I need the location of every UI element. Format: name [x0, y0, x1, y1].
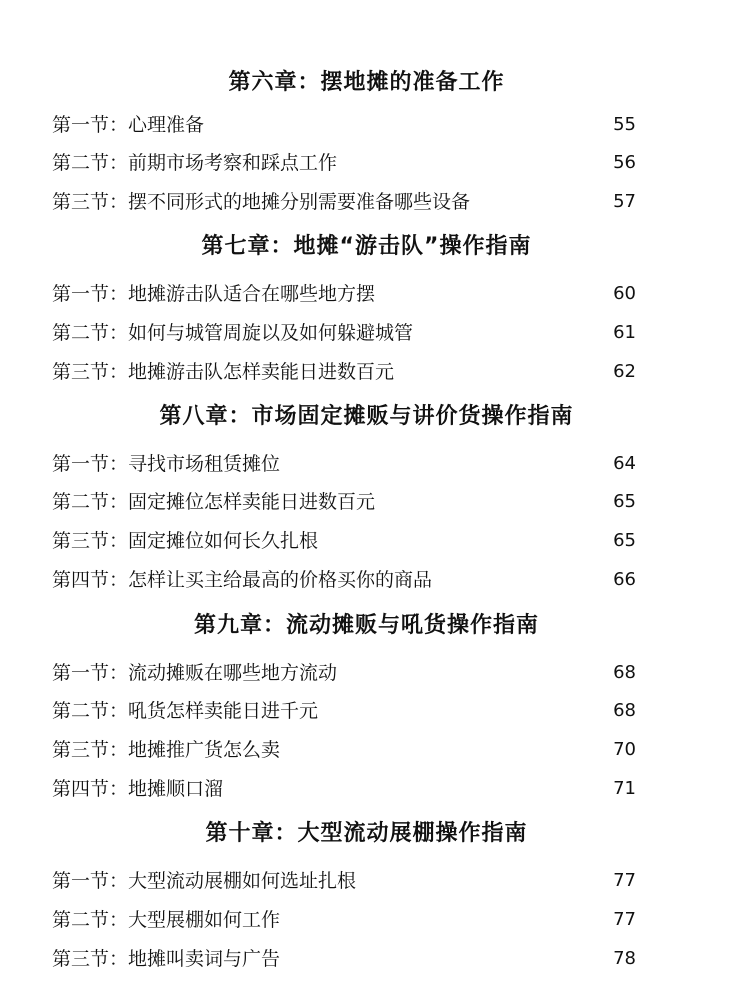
page-number: 71: [613, 778, 636, 799]
toc-entry[interactable]: [52, 149, 636, 177]
chapter-heading: 第七章：地摊“游击队”操作指南: [201, 234, 532, 259]
toc-entry[interactable]: [52, 659, 636, 687]
page-number: 68: [613, 700, 636, 721]
toc-entry[interactable]: [52, 906, 636, 934]
page-number: 68: [613, 662, 636, 683]
toc-entry[interactable]: [52, 566, 636, 594]
toc-entry[interactable]: [52, 111, 636, 139]
chapter-heading: 第八章：市场固定摊贩与讲价货操作指南: [159, 404, 574, 429]
page-number: 70: [613, 739, 636, 760]
toc-entry[interactable]: [52, 867, 636, 895]
section-title: 第三节：地摊推广货怎么卖: [52, 739, 281, 761]
toc-entry[interactable]: [52, 319, 636, 347]
page-number: 65: [613, 491, 636, 512]
section-title: 第二节：固定摊位怎样卖能日进数百元: [52, 491, 376, 513]
section-title: 第一节：心理准备: [52, 114, 205, 136]
toc-entry[interactable]: [52, 188, 636, 216]
page-number: 78: [613, 948, 636, 969]
section-title: 第二节：如何与城管周旋以及如何躲避城管: [52, 322, 414, 344]
toc-entry[interactable]: [52, 736, 636, 764]
toc-entry[interactable]: [52, 358, 636, 386]
page-number: 62: [613, 361, 636, 382]
page-number: 60: [613, 283, 636, 304]
page-number: 55: [613, 114, 636, 135]
toc-entry[interactable]: [52, 488, 636, 516]
page-number: 66: [613, 569, 636, 590]
section-title: 第四节：地摊顺口溜: [52, 778, 224, 800]
section-title: 第一节：寻找市场租赁摊位: [52, 453, 281, 475]
toc-entry[interactable]: [52, 450, 636, 478]
toc-entry[interactable]: [52, 697, 636, 725]
page-number: 77: [613, 909, 636, 930]
toc-entry[interactable]: [52, 945, 636, 973]
section-title: 第二节：大型展棚如何工作: [52, 909, 281, 931]
page-number: 77: [613, 870, 636, 891]
section-title: 第二节：吼货怎样卖能日进千元: [52, 700, 319, 722]
page-number: 61: [613, 322, 636, 343]
toc-entry[interactable]: [52, 280, 636, 308]
toc-entry[interactable]: [52, 527, 636, 555]
page-number: 64: [613, 453, 636, 474]
section-title: 第四节：怎样让买主给最高的价格买你的商品: [52, 569, 433, 591]
section-title: 第三节：地摊叫卖词与广告: [52, 948, 281, 970]
section-title: 第三节：固定摊位如何长久扎根: [52, 530, 319, 552]
chapter-heading: 第十章：大型流动展棚操作指南: [205, 821, 528, 846]
section-title: 第一节：大型流动展棚如何选址扎根: [52, 870, 357, 892]
section-title: 第一节：流动摊贩在哪些地方流动: [52, 662, 338, 684]
section-title: 第三节：摆不同形式的地摊分别需要准备哪些设备: [52, 191, 471, 213]
section-title: 第二节：前期市场考察和踩点工作: [52, 152, 338, 174]
chapter-heading: 第六章：摆地摊的准备工作: [228, 70, 505, 95]
page-number: 65: [613, 530, 636, 551]
section-title: 第三节：地摊游击队怎样卖能日进数百元: [52, 361, 395, 383]
chapter-heading: 第九章：流动摊贩与吼货操作指南: [193, 613, 539, 638]
toc-entry[interactable]: [52, 775, 636, 803]
page-number: 56: [613, 152, 636, 173]
page-number: 57: [613, 191, 636, 212]
section-title: 第一节：地摊游击队适合在哪些地方摆: [52, 283, 376, 305]
